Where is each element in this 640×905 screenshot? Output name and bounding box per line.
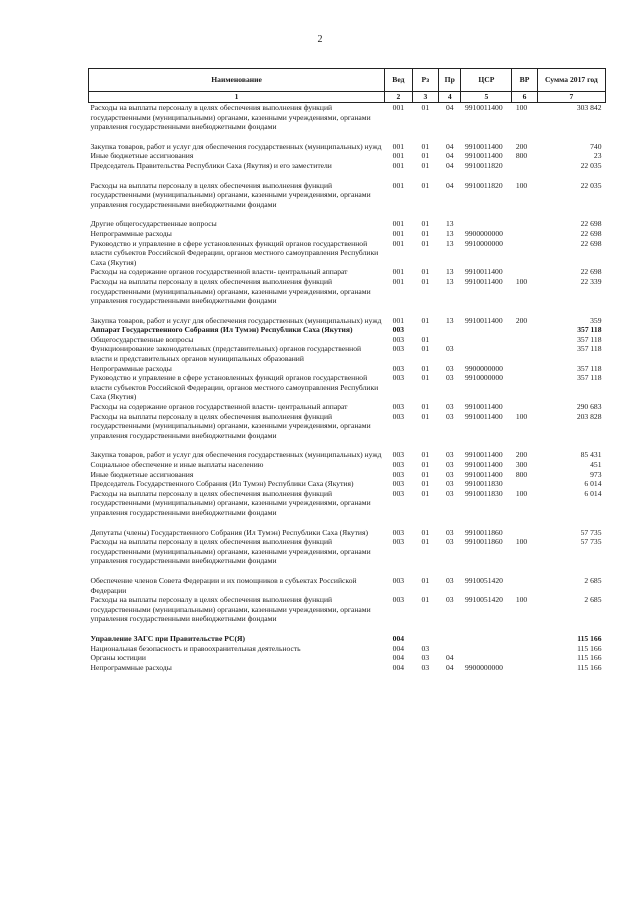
spacer-cell (89, 440, 606, 450)
cell-csr (461, 644, 512, 654)
cell-name: Общегосударственные вопросы (90, 334, 194, 344)
cell-vr (512, 161, 537, 171)
table-row (89, 151, 606, 161)
header-name: Наименование (89, 69, 385, 92)
cell-name: Расходы на выплаты персоналу в целях обеспечения выполнения функций государственными (муниципальными) органами, казенными учреждениями, органами управления государственными внебюджетными фондами (90, 103, 371, 132)
cell-sum: 2 685 (584, 595, 602, 605)
cell-pr (439, 634, 461, 644)
cell-sum: 6 014 (584, 479, 602, 489)
cell-sum: 23 (593, 151, 602, 161)
cell-pr (439, 644, 461, 654)
table-row (89, 325, 606, 335)
cell-ved: 001 (392, 315, 405, 325)
cell-name: Депутаты (члены) Государственного Собрания (Ил Тумэн) Республики Саха (Якутия) (90, 527, 368, 537)
cell-sum: 22 698 (580, 219, 602, 229)
cell-pr: 04 (445, 662, 454, 672)
cell-vr (512, 653, 537, 663)
cell-vr (512, 364, 537, 374)
cell-name: Закупка товаров, работ и услуг для обеспечения государственных (муниципальных) нужд (90, 315, 382, 325)
cell-ved: 001 (392, 267, 405, 277)
cell-csr (461, 325, 512, 335)
cell-pr: 13 (445, 276, 454, 286)
cell-ved: 003 (392, 411, 405, 421)
cell-sum: 359 (590, 315, 602, 325)
table-row (89, 335, 606, 345)
cell-pr: 04 (445, 151, 454, 161)
cell-rz: 01 (421, 527, 430, 537)
table-row (89, 344, 606, 363)
cell-rz: 01 (421, 479, 430, 489)
cell-sum: 22 698 (580, 238, 602, 248)
cell-csr: 9910011860 (464, 527, 503, 537)
cell-sum: 57 735 (580, 527, 602, 537)
cell-name: Другие общегосударственные вопросы (90, 219, 217, 229)
cell-rz: 01 (421, 315, 430, 325)
table-row (89, 479, 606, 489)
cell-sum: 203 828 (576, 411, 602, 421)
cell-vr: 200 (515, 141, 528, 151)
cell-ved: 001 (392, 276, 405, 286)
cell-rz: 01 (421, 334, 430, 344)
column-number: 7 (537, 92, 605, 103)
cell-ved: 004 (392, 653, 405, 663)
cell-csr: 9900000000 (464, 363, 503, 373)
cell-csr: 9910011860 (464, 537, 503, 547)
cell-vr: 100 (515, 180, 528, 190)
cell-sum: 357 118 (577, 325, 602, 335)
cell-vr (512, 634, 537, 644)
cell-vr (512, 528, 537, 538)
table-row (89, 316, 606, 326)
table-row (89, 470, 606, 480)
cell-vr: 100 (515, 103, 528, 112)
column-number: 3 (412, 92, 438, 103)
cell-vr: 100 (515, 595, 528, 605)
cell-name: Аппарат Государственного Собрания (Ил Тумэн) Республики Саха (Якутия) (90, 325, 353, 335)
cell-vr: 100 (515, 276, 528, 286)
cell-vr (512, 325, 537, 335)
cell-pr: 03 (445, 373, 454, 383)
spacer-cell (89, 624, 606, 634)
cell-ved: 001 (392, 151, 405, 161)
cell-pr: 13 (445, 219, 454, 229)
cell-vr (512, 219, 537, 229)
cell-vr (512, 373, 537, 402)
cell-ved: 004 (392, 643, 405, 653)
cell-csr: 9910011400 (464, 276, 503, 286)
table-row (89, 364, 606, 374)
cell-csr: 9910011400 (464, 103, 503, 112)
cell-vr (512, 402, 537, 412)
cell-rz: 01 (421, 219, 430, 229)
table-row (89, 412, 606, 441)
cell-vr: 300 (515, 460, 528, 469)
spacer-cell (89, 306, 606, 316)
cell-pr (439, 325, 461, 335)
cell-vr: 800 (515, 469, 528, 479)
row-spacer (89, 306, 606, 316)
cell-name: Иные бюджетные ассигнования (90, 469, 194, 479)
cell-pr: 03 (445, 344, 454, 354)
cell-sum: 22 698 (580, 267, 602, 277)
cell-rz: 01 (421, 488, 430, 498)
cell-vr: 100 (515, 537, 528, 547)
spacer-cell (89, 518, 606, 528)
cell-vr (512, 335, 537, 345)
cell-rz: 01 (421, 537, 430, 547)
cell-sum: 2 685 (584, 575, 602, 585)
header-ved: Вед (385, 69, 412, 92)
cell-csr: 9910011830 (464, 479, 503, 489)
cell-name: Непрограммные расходы (90, 662, 172, 672)
cell-rz: 01 (421, 344, 430, 354)
table-header (89, 69, 606, 103)
cell-name: Расходы на выплаты персоналу в целях обеспечения выполнения функций государственными (муниципальными) органами, казенными учреждениями, органами управления государственными внебюджетными фондами (90, 276, 371, 306)
spacer-cell (89, 171, 606, 181)
cell-csr (461, 653, 512, 663)
cell-csr: 9910011820 (464, 160, 503, 170)
cell-csr: 9910011830 (464, 488, 503, 498)
cell-pr: 03 (445, 595, 454, 605)
cell-csr (461, 634, 512, 644)
cell-vr (512, 479, 537, 489)
cell-rz: 01 (421, 575, 430, 585)
table-row (89, 634, 606, 644)
cell-sum: 740 (590, 141, 602, 151)
table-row (89, 537, 606, 566)
column-number: 2 (385, 92, 412, 103)
table-row (89, 181, 606, 210)
table-row (89, 277, 606, 306)
cell-pr: 04 (445, 103, 454, 112)
cell-vr (512, 267, 537, 277)
table-row (89, 229, 606, 239)
cell-ved: 001 (392, 219, 405, 229)
cell-rz: 03 (421, 653, 430, 663)
cell-csr (461, 219, 512, 229)
cell-pr: 03 (445, 537, 454, 547)
cell-rz: 03 (421, 662, 430, 672)
cell-ved: 003 (392, 469, 405, 479)
cell-ved: 001 (392, 228, 405, 238)
cell-name: Функционирование законодательных (представительных) органов государственной власти и представительных органов муниципальных образований (90, 344, 362, 364)
column-number: 1 (89, 92, 385, 103)
cell-vr (512, 229, 537, 239)
table-row (89, 103, 606, 132)
cell-pr: 04 (445, 141, 454, 151)
cell-ved: 004 (392, 633, 405, 643)
cell-rz: 01 (421, 373, 430, 383)
cell-pr: 03 (445, 411, 454, 421)
cell-pr: 03 (445, 527, 454, 537)
cell-vr: 200 (515, 450, 528, 460)
table-row (89, 460, 606, 470)
cell-pr: 04 (445, 653, 454, 663)
cell-rz: 01 (421, 267, 430, 277)
header-pr: Пр (439, 69, 461, 92)
table-body (89, 103, 606, 673)
cell-sum: 22 698 (580, 228, 602, 238)
column-number: 4 (439, 92, 461, 103)
cell-rz: 01 (421, 151, 430, 161)
cell-sum: 973 (590, 469, 602, 479)
cell-name: Иные бюджетные ассигнования (90, 151, 194, 161)
cell-rz (412, 634, 438, 644)
cell-pr: 13 (445, 267, 454, 277)
cell-sum: 115 166 (577, 653, 602, 663)
table-row (89, 142, 606, 152)
page-number: 2 (317, 34, 323, 45)
cell-rz (412, 325, 438, 335)
cell-ved: 003 (392, 402, 405, 412)
cell-name: Социальное обеспечение и иные выплаты населению (90, 460, 264, 469)
cell-rz: 01 (421, 103, 430, 112)
cell-csr: 9910011400 (464, 151, 503, 161)
cell-sum: 85 431 (580, 450, 602, 460)
cell-rz: 01 (421, 180, 430, 190)
cell-name: Расходы на содержание органов государственной власти- центральный аппарат (90, 402, 348, 412)
cell-csr: 9910000000 (464, 373, 503, 383)
cell-pr: 13 (445, 315, 454, 325)
row-spacer (89, 209, 606, 219)
cell-name: Органы юстиции (90, 653, 146, 663)
cell-name: Управление ЗАГС при Правительстве РС(Я) (90, 633, 245, 643)
cell-ved: 001 (392, 180, 405, 190)
cell-ved: 003 (392, 450, 405, 460)
cell-name: Расходы на выплаты персоналу в целях обеспечения выполнения функций государственными (муниципальными) органами, казенными учреждениями, органами управления государственными внебюджетными фондами (90, 411, 371, 440)
cell-sum: 357 118 (577, 344, 602, 354)
cell-csr: 9910011400 (464, 402, 503, 412)
cell-rz: 01 (421, 460, 430, 469)
cell-name: Руководство и управление в сфере установленных функций органов государственной власти субъектов Российской Федерации, органов местного самоуправления Республики Саха (Якутия) (90, 373, 379, 402)
row-spacer (89, 566, 606, 576)
cell-rz: 01 (421, 450, 430, 460)
cell-vr: 200 (515, 315, 528, 325)
cell-name: Обеспечение членов Совета Федерации и их помощников в субъектах Российской Федерации (90, 575, 357, 595)
cell-name: Непрограммные расходы (90, 228, 172, 238)
cell-sum: 357 118 (577, 373, 602, 383)
cell-sum: 22 035 (580, 160, 602, 170)
cell-ved: 003 (392, 537, 405, 547)
cell-pr: 13 (445, 228, 454, 238)
cell-csr (461, 335, 512, 345)
table-row (89, 239, 606, 268)
cell-pr: 03 (445, 402, 454, 412)
cell-rz: 01 (421, 595, 430, 605)
cell-pr (439, 335, 461, 345)
cell-pr: 03 (445, 460, 454, 469)
cell-name: Закупка товаров, работ и услуг для обеспечения государственных (муниципальных) нужд (90, 141, 382, 151)
cell-name: Руководство и управление в сфере установленных функций органов государственной власти субъектов Российской Федерации, органов местного самоуправления Республики Саха (Якутия) (90, 238, 379, 267)
row-spacer (89, 518, 606, 528)
row-spacer (89, 440, 606, 450)
cell-ved: 003 (392, 344, 405, 354)
budget-table (88, 68, 606, 672)
cell-ved: 003 (392, 373, 405, 383)
table-row (89, 489, 606, 518)
cell-rz: 01 (421, 141, 430, 151)
column-number: 6 (512, 92, 537, 103)
cell-sum: 22 035 (580, 180, 602, 190)
cell-vr (512, 344, 537, 363)
row-spacer (89, 132, 606, 142)
cell-vr (512, 576, 537, 595)
cell-vr: 100 (515, 488, 528, 498)
table-row (89, 644, 606, 654)
table-row (89, 373, 606, 402)
cell-rz: 01 (421, 469, 430, 479)
cell-pr: 04 (445, 160, 454, 170)
cell-name: Расходы на выплаты персоналу в целях обеспечения выполнения функций государственными (муниципальными) органами, казенными учреждениями, органами управления государственными внебюджетными фондами (90, 595, 371, 624)
cell-ved: 001 (392, 160, 405, 170)
cell-sum: 303 842 (576, 103, 602, 112)
cell-sum: 115 166 (577, 643, 602, 653)
cell-sum: 57 735 (580, 537, 602, 547)
cell-name: Непрограммные расходы (90, 363, 172, 373)
table-row (89, 267, 606, 277)
cell-csr: 9910011400 (464, 450, 503, 460)
cell-vr: 100 (515, 411, 528, 421)
cell-rz: 01 (421, 228, 430, 238)
cell-ved: 003 (392, 488, 405, 498)
cell-sum: 115 166 (577, 662, 602, 672)
cell-csr: 9910011400 (464, 460, 503, 469)
cell-vr: 800 (515, 151, 528, 161)
header-csr: ЦСР (461, 69, 512, 92)
cell-csr: 9910011400 (464, 411, 503, 421)
row-spacer (89, 624, 606, 634)
cell-rz: 01 (421, 363, 430, 373)
cell-sum: 357 118 (577, 334, 602, 344)
cell-sum: 451 (590, 460, 602, 469)
cell-name: Расходы на выплаты персоналу в целях обеспечения выполнения функций государственными (муниципальными) органами, казенными учреждениями, органами управления государственными внебюджетными фондами (90, 180, 371, 209)
cell-csr: 9910011820 (464, 180, 503, 190)
cell-csr: 9910011400 (464, 141, 503, 151)
cell-csr: 9910011400 (464, 469, 503, 479)
cell-ved: 003 (392, 363, 405, 373)
cell-pr: 03 (445, 479, 454, 489)
table-row (89, 450, 606, 460)
cell-pr: 04 (445, 180, 454, 190)
cell-name: Национальная безопасность и правоохранительная деятельность (90, 643, 301, 653)
table-row (89, 595, 606, 624)
cell-csr: 9910011400 (464, 267, 503, 277)
cell-ved: 003 (392, 479, 405, 489)
cell-name: Председатель Государственного Собрания (Ил Тумэн) Республики Саха (Якутия) (90, 479, 354, 489)
cell-csr (461, 344, 512, 363)
cell-csr: 9910011400 (464, 315, 503, 325)
column-number-row (89, 92, 606, 103)
spacer-cell (89, 566, 606, 576)
cell-rz: 01 (421, 276, 430, 286)
cell-sum: 115 166 (577, 633, 602, 643)
cell-name: Расходы на выплаты персоналу в целях обеспечения выполнения функций государственными (муниципальными) органами, казенными учреждениями, органами управления государственными внебюджетными фондами (90, 537, 371, 566)
cell-vr (512, 239, 537, 268)
cell-pr: 03 (445, 469, 454, 479)
cell-ved: 001 (392, 141, 405, 151)
cell-pr: 03 (445, 488, 454, 498)
table-row (89, 402, 606, 412)
spacer-cell (89, 209, 606, 219)
cell-sum: 6 014 (584, 488, 602, 498)
cell-pr: 03 (445, 450, 454, 460)
cell-ved: 003 (392, 527, 405, 537)
header-vr: ВР (512, 69, 537, 92)
cell-name: Расходы на содержание органов государственной власти- центральный аппарат (90, 267, 348, 277)
table-row (89, 528, 606, 538)
cell-csr: 9910051420 (464, 595, 503, 605)
header-rz: Рз (412, 69, 438, 92)
cell-ved: 001 (392, 238, 405, 248)
cell-ved: 003 (392, 595, 405, 605)
cell-vr (512, 644, 537, 654)
cell-ved: 003 (392, 325, 405, 335)
cell-rz: 01 (421, 411, 430, 421)
table-row (89, 576, 606, 595)
spacer-cell (89, 132, 606, 142)
cell-sum: 357 118 (577, 363, 602, 373)
cell-ved: 003 (392, 575, 405, 585)
cell-pr: 13 (445, 238, 454, 248)
cell-ved: 004 (392, 662, 405, 672)
cell-name: Расходы на выплаты персоналу в целях обеспечения выполнения функций государственными (муниципальными) органами, казенными учреждениями, органами управления государственными внебюджетными фондами (90, 488, 371, 517)
cell-csr: 9900000000 (464, 662, 503, 672)
row-spacer (89, 171, 606, 181)
cell-ved: 001 (392, 103, 405, 112)
cell-ved: 003 (392, 460, 405, 469)
cell-name: Председатель Правительства Республики Саха (Якутия) и его заместители (90, 160, 332, 170)
table-row (89, 219, 606, 229)
cell-sum: 290 683 (576, 402, 602, 412)
cell-rz: 01 (421, 402, 430, 412)
cell-pr: 03 (445, 363, 454, 373)
cell-rz: 01 (421, 160, 430, 170)
cell-name: Закупка товаров, работ и услуг для обеспечения государственных (муниципальных) нужд (90, 450, 382, 460)
cell-ved: 003 (392, 334, 405, 344)
table-row (89, 161, 606, 171)
cell-pr: 03 (445, 575, 454, 585)
cell-csr: 9910051420 (464, 575, 503, 585)
cell-vr (512, 663, 537, 673)
cell-csr: 9900000000 (464, 228, 503, 238)
header-sum: Сумма 2017 год (537, 69, 605, 92)
cell-rz: 01 (421, 238, 430, 248)
table-row (89, 653, 606, 663)
cell-sum: 22 339 (580, 276, 602, 286)
table-row (89, 663, 606, 673)
column-number: 5 (461, 92, 512, 103)
cell-rz: 03 (421, 643, 430, 653)
cell-csr: 9910000000 (464, 238, 503, 248)
